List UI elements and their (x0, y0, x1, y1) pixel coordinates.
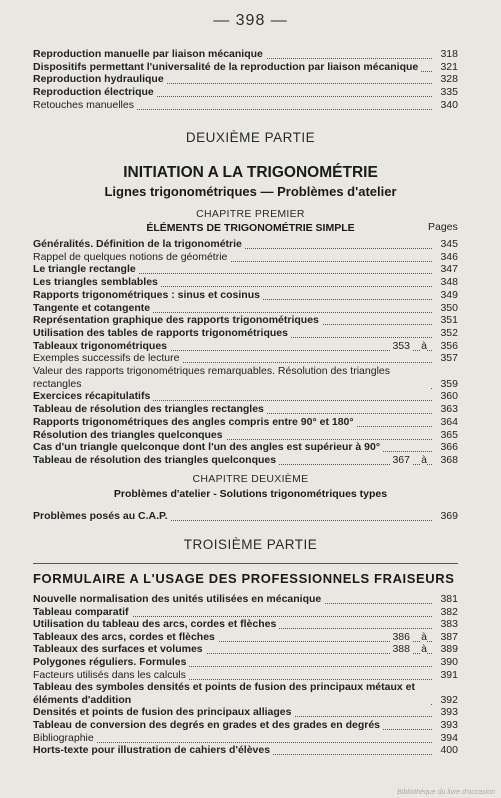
toc-entry-label: Rapports trigonométriques : sinus et cosinus (33, 289, 263, 302)
toc-entry (33, 390, 458, 403)
toc-entry-label: Problèmes posés au C.A.P. (33, 510, 171, 523)
toc-entry-range-word: à (421, 643, 427, 656)
toc-entry-label: Valeur des rapports trigonométriques remarquables. Résolution des triangles rectangles (33, 365, 431, 391)
toc-entry-page-from: 353 (392, 339, 410, 352)
toc-entry (33, 732, 458, 745)
part2-title: INITIATION A LA TRIGONOMÉTRIE (123, 164, 378, 181)
toc-entry-page: 357 (432, 352, 458, 365)
toc-entry (33, 593, 458, 606)
toc-entry-label: Rapports trigonométriques des angles compris entre 90° et 180° (33, 416, 357, 429)
chapter2-title: Problèmes d'atelier - Solutions trigonométriques types (113, 488, 388, 500)
toc-entry-page: 394 (432, 732, 458, 745)
toc-entry-page: 390 (432, 656, 458, 669)
toc-entry (33, 631, 458, 644)
toc-entry (33, 681, 458, 707)
toc-entry (33, 73, 458, 86)
chapter1-label: CHAPITRE PREMIER (196, 208, 305, 220)
toc-entry (33, 365, 458, 391)
toc-entry-page-from: 367 (392, 453, 410, 466)
part3-title: FORMULAIRE A L'USAGE DES PROFESSIONNELS FRAISEURS (33, 571, 455, 586)
toc-entry-label: Tableau de résolution des triangles quelconques (33, 454, 279, 467)
toc-entry-page: 351 (432, 314, 458, 327)
toc-entry-label: Retouches manuelles (33, 99, 137, 112)
part2-subtitle: Lignes trigonométriques — Problèmes d'atelier (104, 184, 397, 199)
toc-entry-page: 363 (432, 403, 458, 416)
toc-entry-page: 365 (432, 429, 458, 442)
toc-entry (33, 719, 458, 732)
toc-entry (33, 441, 458, 454)
toc-entry (33, 510, 458, 523)
toc-entry-label: Résolution des triangles quelconques (33, 429, 226, 442)
toc-entry-label: Utilisation des tables de rapports trigonométriques (33, 327, 291, 340)
part3-rule (33, 563, 458, 564)
toc-entry-page: 391 (432, 669, 458, 682)
toc-entry-range-word: à (421, 453, 427, 466)
toc-entry (33, 251, 458, 264)
toc-entry-label: Densités et points de fusion des principaux alliages (33, 706, 294, 719)
toc-entry-label: Tableau de conversion des degrés en grades et des grades en degrés (33, 719, 383, 732)
toc-entry (33, 61, 458, 74)
toc-entry-page: 345 (432, 238, 458, 251)
toc-entry-label: Reproduction hydraulique (33, 73, 167, 86)
toc-entry (33, 276, 458, 289)
toc-entry-label: Bibliographie (33, 732, 97, 745)
toc-entry (33, 656, 458, 669)
toc-entry-label: Tableaux trigonométriques (33, 340, 170, 353)
toc-entry (33, 606, 458, 619)
toc-entry-label: Tableau des symboles densités et points de fusion des principaux métaux et éléments d'addition (33, 681, 431, 707)
page-number: — 398 — (213, 12, 288, 29)
toc-entry-label: Généralités. Définition de la trigonométrie (33, 238, 245, 251)
toc-entry (33, 643, 458, 656)
toc-entry-page: 328 (432, 73, 458, 86)
toc-entry-page: 400 (432, 744, 458, 757)
toc-entry-label: Tableaux des surfaces et volumes (33, 643, 206, 656)
toc-entry-page: 381 (432, 593, 458, 606)
toc-entry (33, 302, 458, 315)
toc-entry-page: 356 (432, 340, 458, 353)
toc-entry (33, 99, 458, 112)
toc-entry (33, 340, 458, 353)
toc-entry (33, 48, 458, 61)
toc-entry (33, 669, 458, 682)
toc-entry-label: Facteurs utilisés dans les calculs (33, 669, 189, 682)
toc-entry-page: 359 (432, 378, 458, 391)
toc-entry (33, 744, 458, 757)
toc-entry-page: 335 (432, 86, 458, 99)
toc-entry-page: 318 (432, 48, 458, 61)
toc-entry-page-from: 388 (392, 643, 410, 656)
toc-entry-label: Tangente et cotangente (33, 302, 153, 315)
toc-entry (33, 429, 458, 442)
toc-entry (33, 86, 458, 99)
toc-entry-page: 350 (432, 302, 458, 315)
toc-entry-page: 360 (432, 390, 458, 403)
toc-entry-range-word: à (421, 339, 427, 352)
toc-entry (33, 706, 458, 719)
toc-entry-label: Reproduction manuelle par liaison mécanique (33, 48, 266, 61)
toc-entry (33, 454, 458, 467)
toc-entry-page: 382 (432, 606, 458, 619)
toc-entry-page: 349 (432, 289, 458, 302)
toc-entry (33, 263, 458, 276)
toc-entry-page: 364 (432, 416, 458, 429)
toc-entry-label: Utilisation du tableau des arcs, cordes et flèches (33, 618, 279, 631)
toc-entry (33, 618, 458, 631)
toc-entry-page: 347 (432, 263, 458, 276)
toc-entry-label: Polygones réguliers. Formules (33, 656, 189, 669)
toc-entry-label: Cas d'un triangle quelconque dont l'un des angles est supérieur à 90° (33, 441, 383, 454)
part3-heading: TROISIÈME PARTIE (183, 537, 318, 552)
toc-entry-label: Nouvelle normalisation des unités utilisées en mécanique (33, 593, 324, 606)
pages-column-header: Pages (428, 221, 458, 233)
toc-entry-page: 389 (432, 643, 458, 656)
toc-entry-label: Horts-texte pour illustration de cahiers d'élèves (33, 744, 273, 757)
toc-entry-label: Exemples successifs de lecture (33, 352, 182, 365)
toc-entry-label: Les triangles semblables (33, 276, 161, 289)
chapter1-title: ÉLÉMENTS DE TRIGONOMÉTRIE SIMPLE (146, 222, 355, 234)
toc-entry-page: 393 (432, 706, 458, 719)
toc-entry-label: Représentation graphique des rapports trigonométriques (33, 314, 322, 327)
watermark: Bibliothèque du livre d'occasion (397, 789, 495, 796)
toc-entry (33, 314, 458, 327)
toc-entry-page-from: 386 (392, 630, 410, 643)
toc-entry (33, 238, 458, 251)
toc-entry (33, 327, 458, 340)
toc-entry-page: 346 (432, 251, 458, 264)
toc-entry (33, 416, 458, 429)
toc-entry-page: 368 (432, 454, 458, 467)
toc-entry-page: 352 (432, 327, 458, 340)
toc-entry-page: 393 (432, 719, 458, 732)
toc-entry (33, 352, 458, 365)
toc-entry-label: Reproduction électrique (33, 86, 157, 99)
toc-entry-label: Le triangle rectangle (33, 263, 139, 276)
toc-entry-label: Tableau comparatif (33, 606, 132, 619)
toc-entry-label: Dispositifs permettant l'universalité de la reproduction par liaison mécanique (33, 61, 421, 74)
toc-entry-label: Tableau de résolution des triangles rectangles (33, 403, 267, 416)
toc-entry-range-word: à (421, 630, 427, 643)
toc-entry (33, 403, 458, 416)
toc-entry-page: 369 (432, 510, 458, 523)
toc-entry-label: Tableaux des arcs, cordes et flèches (33, 631, 218, 644)
toc-entry-page: 366 (432, 441, 458, 454)
toc-entry-page: 392 (432, 694, 458, 707)
part2-heading: DEUXIÈME PARTIE (185, 130, 316, 145)
chapter2-label: CHAPITRE DEUXIÈME (192, 473, 309, 485)
toc-entry (33, 289, 458, 302)
toc-entry-label: Rappel de quelques notions de géométrie (33, 251, 230, 264)
toc-entry-page: 321 (432, 61, 458, 74)
toc-entry-page: 387 (432, 631, 458, 644)
toc-entry-page: 383 (432, 618, 458, 631)
toc-entry-page: 340 (432, 99, 458, 112)
toc-entry-page: 348 (432, 276, 458, 289)
toc-entry-label: Exercices récapitulatifs (33, 390, 153, 403)
